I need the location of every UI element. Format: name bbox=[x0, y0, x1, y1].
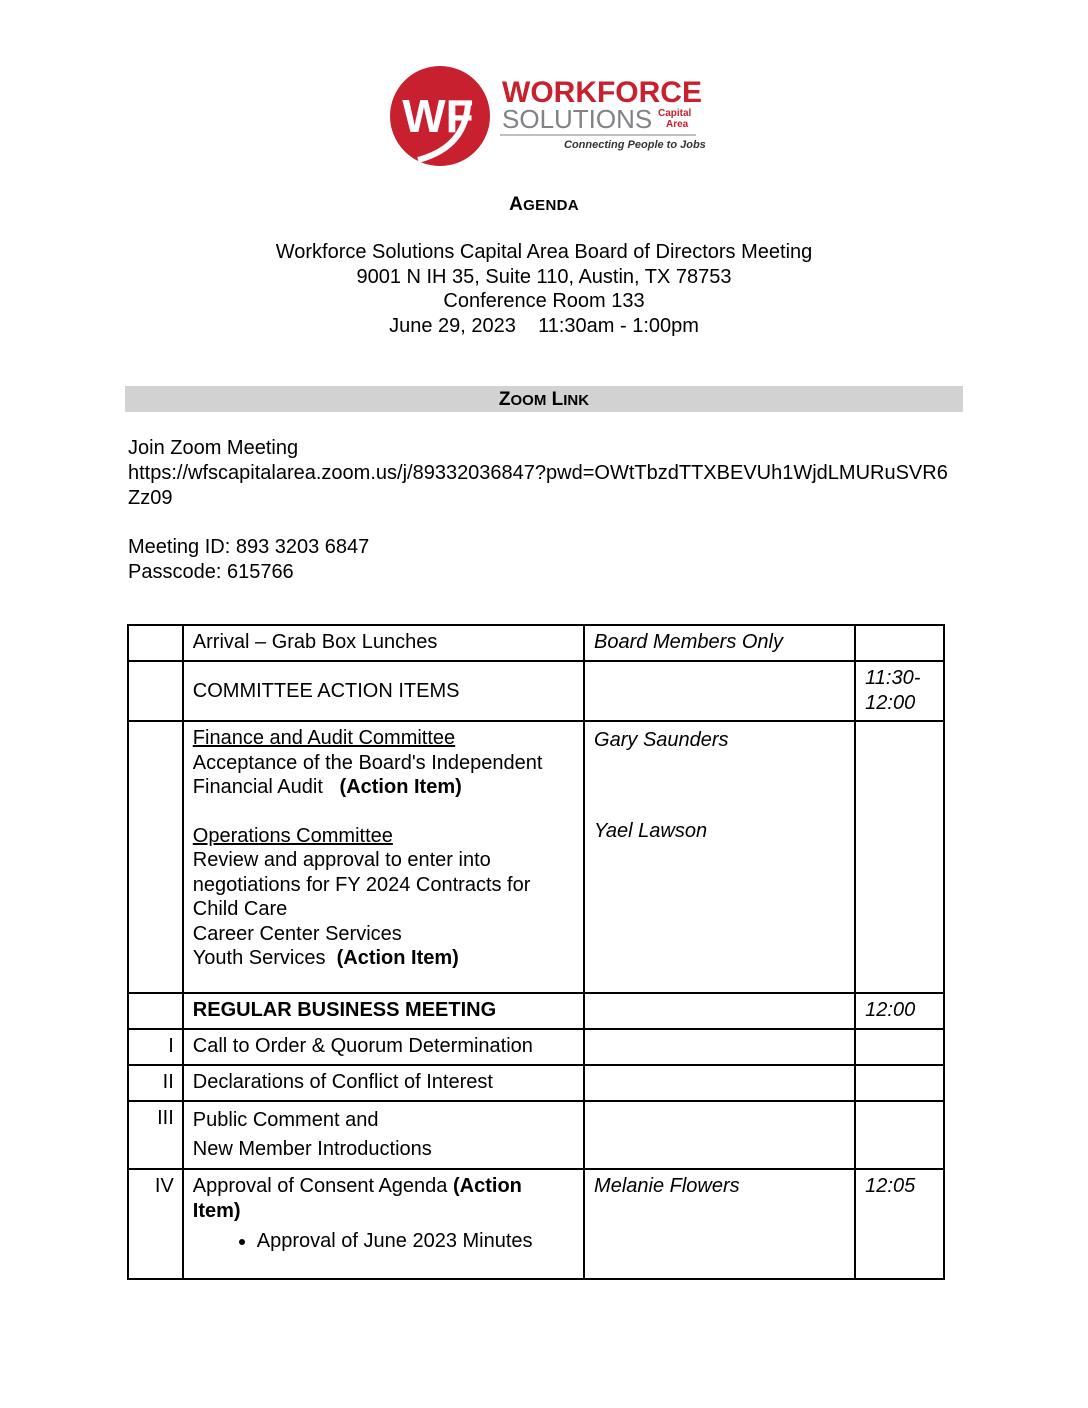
svg-text:Capital: Capital bbox=[658, 108, 692, 119]
presenter: Melanie Flowers bbox=[584, 1169, 855, 1279]
agenda-item: Public Comment and New Member Introductions bbox=[183, 1101, 584, 1169]
meeting-credentials bbox=[128, 535, 369, 585]
action-item-tag: (Action Item) bbox=[336, 947, 459, 969]
presenter: Gary Saunders bbox=[594, 729, 729, 751]
action-item-tag: (Action Item) bbox=[339, 776, 462, 798]
meeting-date-time: June 29, 2023 11:30am - 1:00pm bbox=[389, 314, 699, 337]
svg-text:SOLUTIONS: SOLUTIONS bbox=[502, 104, 653, 134]
item-number: I bbox=[128, 1029, 183, 1065]
presenter: Board Members Only bbox=[584, 625, 855, 661]
consent-agenda-list bbox=[193, 1229, 575, 1254]
operations-line: Career Center Services bbox=[192, 922, 402, 945]
agenda-item: COMMITTEE ACTION ITEMS bbox=[183, 661, 584, 721]
table-row bbox=[128, 661, 944, 721]
agenda-item: Declarations of Conflict of Interest bbox=[183, 1065, 584, 1101]
table-row bbox=[128, 1029, 944, 1065]
agenda-heading: AGENDA bbox=[509, 194, 579, 215]
item-number: II bbox=[128, 1065, 183, 1101]
time-slot: 12:05 bbox=[855, 1169, 944, 1279]
svg-text:WORKFORCE: WORKFORCE bbox=[502, 76, 702, 109]
agenda-item: REGULAR BUSINESS MEETING bbox=[183, 993, 584, 1029]
operations-line: Child Care bbox=[192, 898, 288, 920]
svg-text:Connecting People to Jobs: Connecting People to Jobs bbox=[564, 139, 706, 151]
finance-committee-heading: Finance and Audit Committee bbox=[192, 727, 456, 749]
time-slot: 11:30-12:00 bbox=[855, 661, 944, 721]
table-row bbox=[128, 1101, 944, 1169]
zoom-link-heading: ZOOM LINK bbox=[125, 386, 963, 412]
svg-text:WF: WF bbox=[402, 90, 474, 142]
workforce-solutions-logo bbox=[388, 64, 708, 168]
table-row bbox=[128, 721, 944, 993]
action-item-tag: (Action Item) bbox=[192, 1175, 522, 1222]
table-row bbox=[128, 625, 944, 661]
passcode: Passcode: 615766 bbox=[128, 561, 294, 583]
agenda-item: Call to Order & Quorum Determination bbox=[183, 1029, 584, 1065]
table-row bbox=[128, 1065, 944, 1101]
agenda-item: Arrival – Grab Box Lunches bbox=[183, 625, 584, 661]
zoom-info bbox=[128, 436, 958, 511]
item-number: IV bbox=[128, 1169, 183, 1279]
meeting-title: Workforce Solutions Capital Area Board of Directors Meeting bbox=[275, 241, 813, 263]
meeting-id: Meeting ID: 893 3203 6847 bbox=[128, 536, 370, 558]
table-row bbox=[128, 993, 944, 1029]
finance-item-text: Acceptance of the Board's Independent Financial Audit bbox=[192, 751, 543, 798]
time-slot: 12:00 bbox=[855, 993, 944, 1029]
table-row bbox=[128, 1169, 944, 1279]
meeting-room: Conference Room 133 bbox=[443, 290, 645, 312]
list-item: • Approval of June 2023 Minutes bbox=[257, 1229, 575, 1254]
zoom-url-link[interactable]: https://wfscapitalarea.zoom.us/j/89332036847?pwd=OWtTbzdTTXBEVUh1WjdLMURuSVR6Zz09 bbox=[128, 462, 948, 509]
svg-text:Area: Area bbox=[666, 119, 689, 130]
operations-item-text: Review and approval to enter into negotiations for FY 2024 Contracts for bbox=[192, 849, 531, 896]
meeting-address: 9001 N IH 35, Suite 110, Austin, TX 78753 bbox=[356, 265, 732, 288]
operations-line: Youth Services bbox=[192, 947, 326, 969]
item-number: III bbox=[128, 1101, 183, 1169]
meeting-header bbox=[0, 240, 1088, 338]
agenda-table bbox=[127, 624, 945, 1280]
presenter: Yael Lawson bbox=[594, 819, 708, 842]
join-zoom-label: Join Zoom Meeting bbox=[128, 437, 299, 459]
operations-committee-heading: Operations Committee bbox=[192, 824, 393, 847]
agenda-item: Approval of Consent Agenda (Action Item) • Approval of June 2023 Minutes bbox=[183, 1169, 584, 1279]
agenda-item bbox=[183, 721, 584, 993]
